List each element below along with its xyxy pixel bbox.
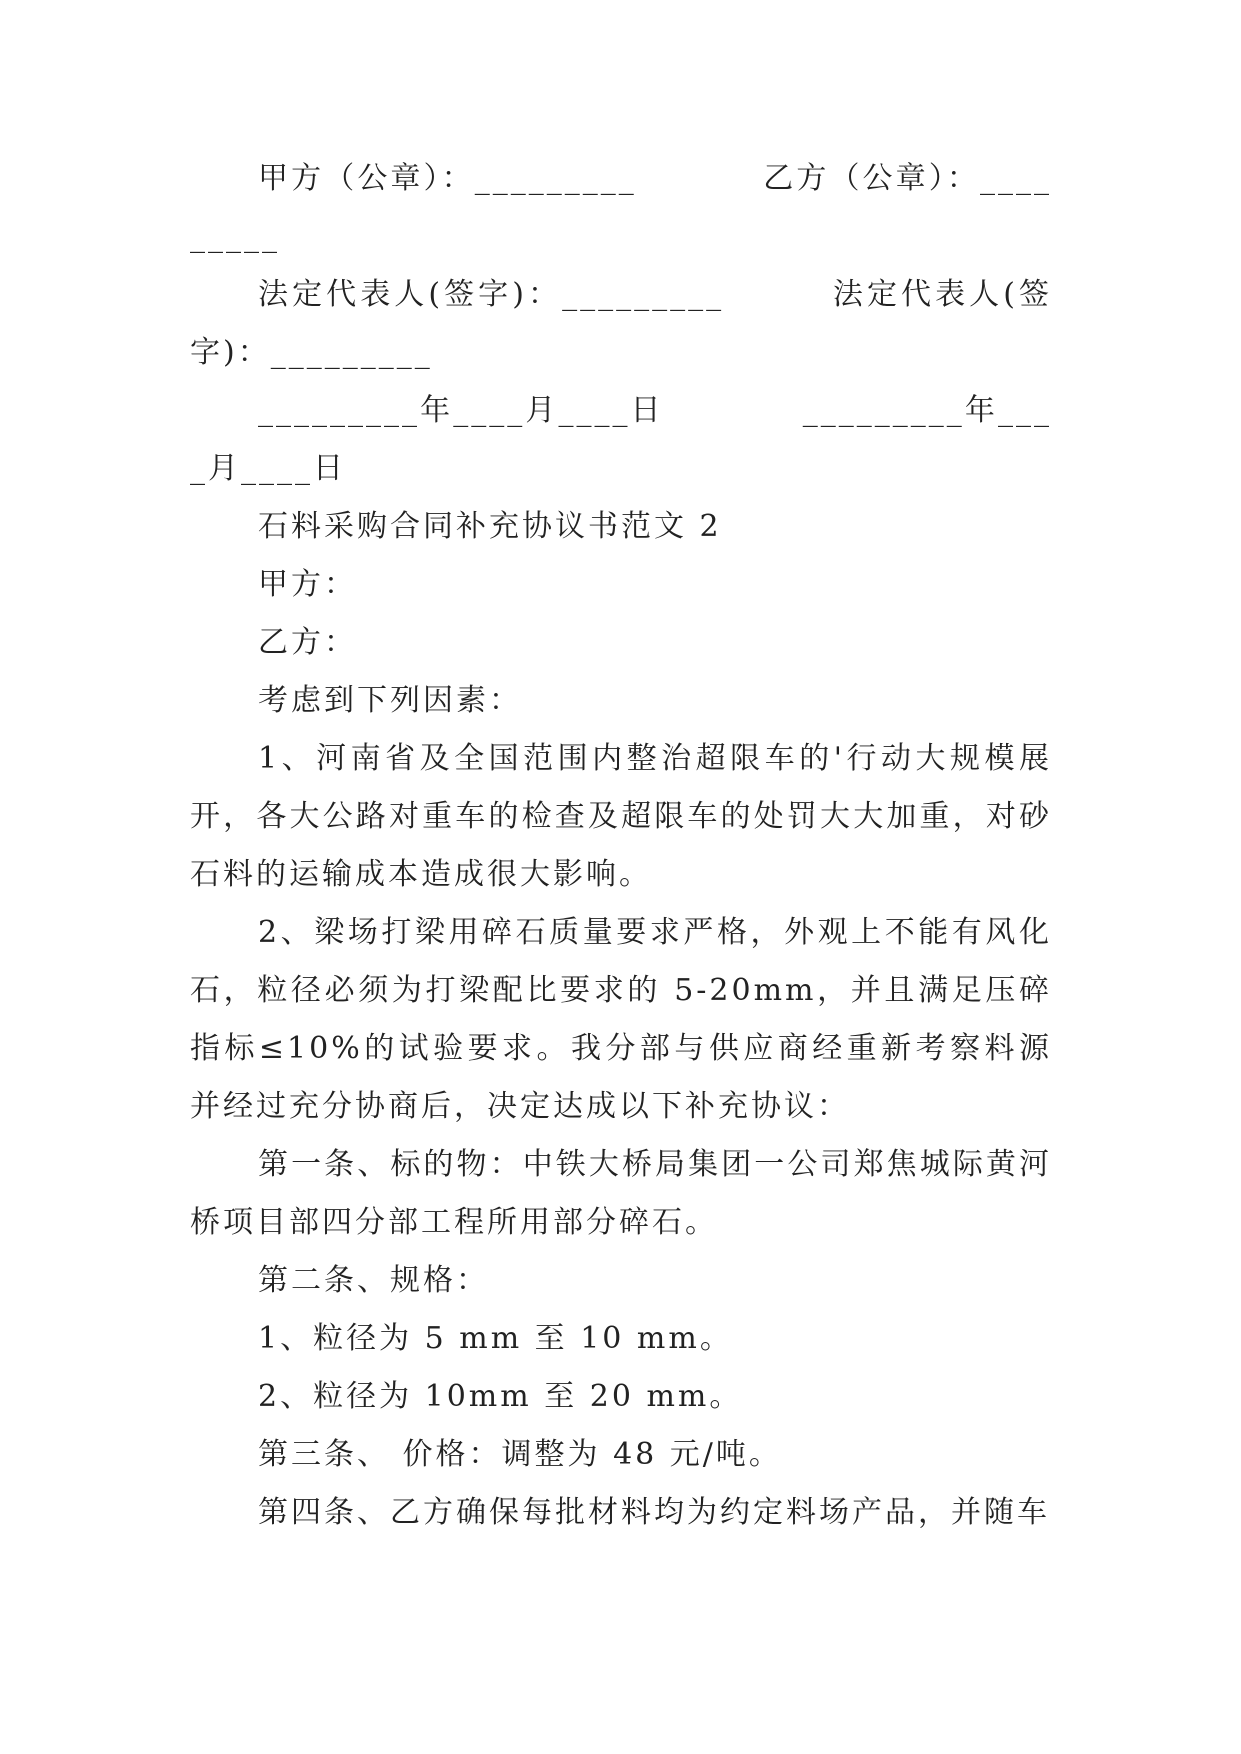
spec-1-item: 1、粒径为 5 mm 至 10 mm。 [258,1321,733,1356]
document-body [190,150,1052,1542]
signature-date-line: _________年____月____日 _________年____月____日 [190,393,1052,486]
article-4-paragraph: 第四条、乙方确保每批材料均为约定料场产品，并随车 [258,1495,1050,1530]
document-title: 石料采购合同补充协议书范文 2 [258,509,722,544]
party-a-line: 甲方： [258,567,357,602]
signature-legal-rep-line: 法定代表人(签字)：_________ 法定代表人(签字)：_________ [190,277,1052,370]
article-3-paragraph: 第三条、 价格：调整为 48 元/吨。 [258,1437,782,1472]
signature-party-line: 甲方（公章）：_________ 乙方（公章）：_________ [190,161,1052,254]
factor-2-paragraph: 2、梁场打梁用碎石质量要求严格，外观上不能有风化石，粒径必须为打梁配比要求的 5-20mm，并且满足压碎指标≤10%的试验要求。我分部与供应商经重新考察料源并经过充分协商后，决定达成以下补充协议： [190,915,1052,1124]
article-1-paragraph: 第一条、标的物：中铁大桥局集团一公司郑焦城际黄河桥项目部四分部工程所用部分碎石。 [190,1147,1052,1240]
party-b-line: 乙方： [258,625,357,660]
factor-1-paragraph: 1、河南省及全国范围内整治超限车的'行动大规模展开，各大公路对重车的检查及超限车的处罚大大加重，对砂石料的运输成本造成很大影响。 [190,741,1052,892]
article-2-heading: 第二条、规格： [258,1263,489,1298]
spec-2-item: 2、粒径为 10mm 至 20 mm。 [258,1379,743,1414]
considerations-heading: 考虑到下列因素： [258,683,522,718]
